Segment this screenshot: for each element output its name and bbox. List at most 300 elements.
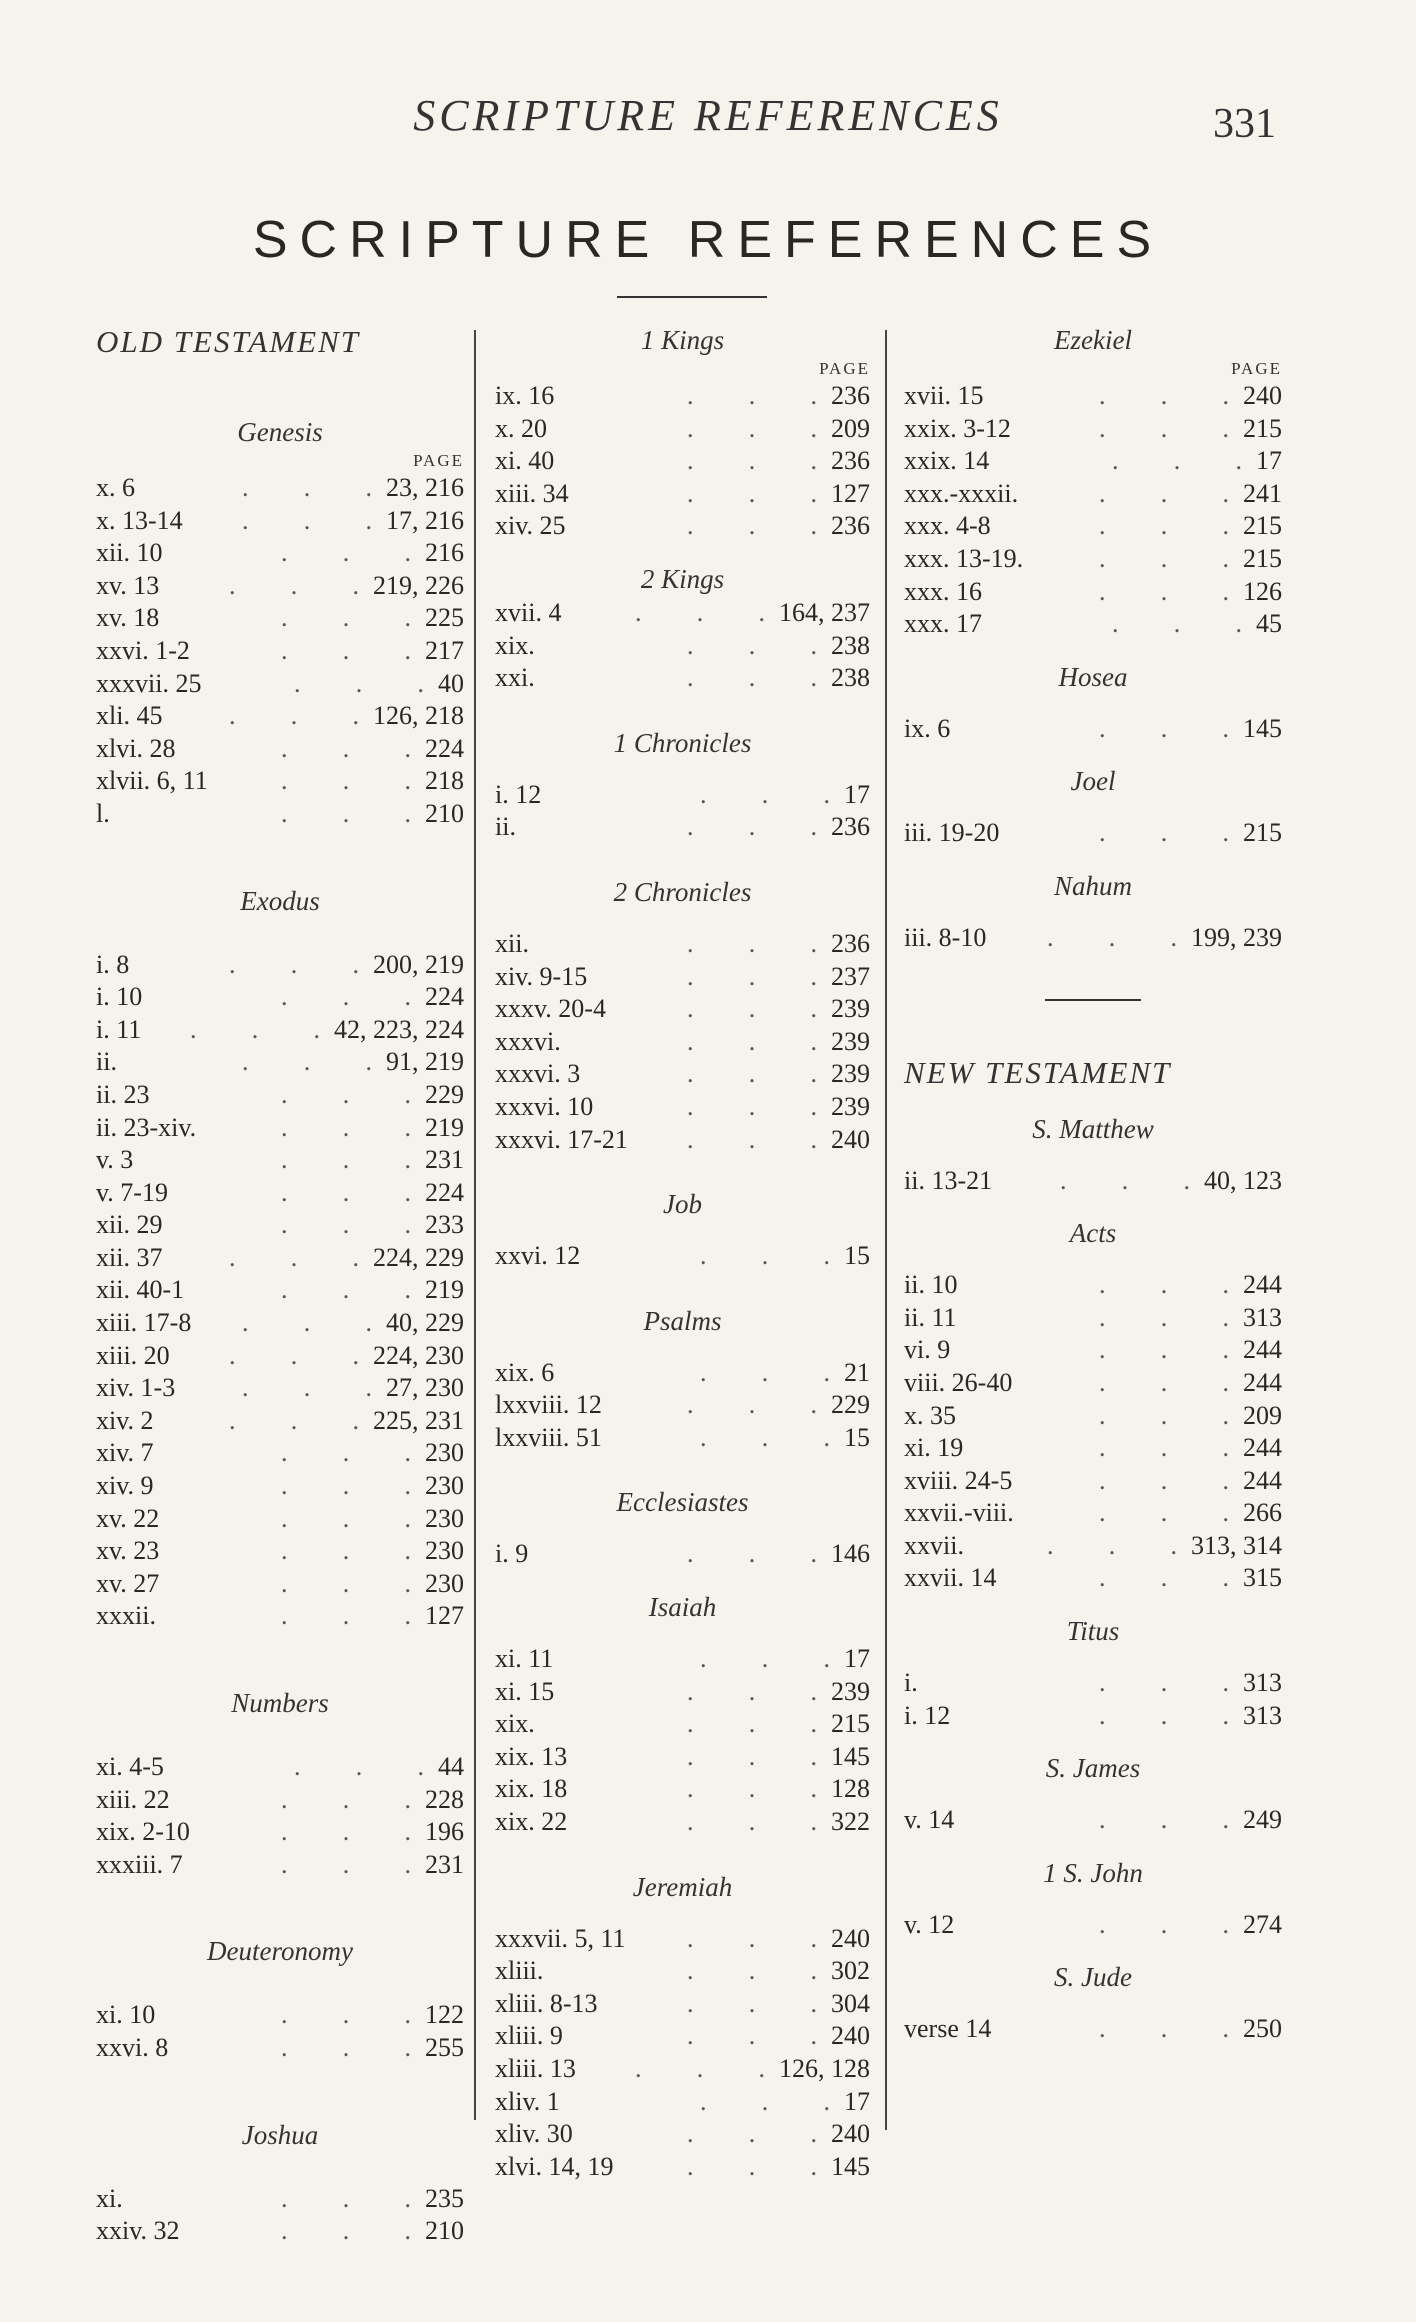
dot-leader: . . .: [281, 1536, 411, 1566]
spacer: [495, 1625, 870, 1643]
page-number: 331: [1213, 101, 1276, 147]
reference-entry: [96, 1470, 464, 1503]
reference-entry: [495, 662, 870, 695]
reference-entry: [96, 1503, 464, 1536]
verse-reference: ii. 10: [904, 1270, 958, 1300]
page-numbers: 145: [1243, 713, 1282, 743]
verse-reference: xliii. 8-13: [495, 1988, 598, 2018]
verse-reference: xix. 13: [495, 1741, 568, 1771]
spacer: [495, 1520, 870, 1538]
verse-reference: xi. 11: [495, 1644, 554, 1674]
reference-entry: [904, 1465, 1282, 1498]
book-heading: Nahum: [1053, 870, 1132, 901]
reference-entry: [495, 993, 870, 1026]
verse-reference: xv. 22: [96, 1503, 160, 1533]
dot-leader: . . .: [1047, 922, 1177, 952]
reference-entry: [904, 1667, 1282, 1700]
verse-reference: xvii. 4: [495, 597, 562, 627]
verse-reference: xiii. 34: [495, 478, 569, 508]
reference-entry: [904, 576, 1282, 609]
reference-entry: [96, 1999, 464, 2032]
dot-leader: . . .: [242, 1373, 372, 1403]
verse-reference: xxxiii. 7: [96, 1849, 183, 1879]
dot-leader: . . .: [687, 928, 817, 958]
spacer: [96, 1633, 464, 1685]
dot-leader: . . .: [281, 1275, 411, 1305]
dot-leader: . . .: [1099, 543, 1229, 573]
page-numbers: 236: [831, 928, 870, 958]
page-numbers: 215: [1243, 511, 1282, 541]
spacer: [495, 910, 870, 928]
reference-entry: [495, 2151, 870, 2184]
dot-leader: . . .: [1099, 1563, 1229, 1593]
page-numbers: 239: [831, 1676, 870, 1706]
reference-entry: [96, 2183, 464, 2216]
spacer: [904, 1732, 1282, 1750]
dot-leader: . . .: [229, 1242, 359, 1272]
page-numbers: 230: [425, 1568, 464, 1598]
dot-leader: . . .: [242, 1047, 372, 1077]
page-numbers: 128: [831, 1774, 870, 1804]
dot-leader: . . .: [1099, 1909, 1229, 1939]
reference-entry: [904, 1269, 1282, 1302]
dot-leader: . . .: [1099, 1367, 1229, 1397]
reference-entry: [96, 1751, 464, 1784]
page-numbers: 255: [425, 2032, 464, 2062]
dot-leader: . . .: [294, 1752, 424, 1781]
page-numbers: 219: [425, 1112, 464, 1142]
verse-reference: xxvi. 12: [495, 1241, 581, 1271]
verse-reference: xlvi. 14, 19: [495, 2151, 614, 2181]
page-numbers: 216: [425, 538, 464, 568]
dot-leader: . . .: [1099, 1302, 1229, 1332]
verse-reference: xv. 27: [96, 1568, 160, 1598]
dot-leader: . . .: [229, 949, 359, 979]
page-numbers: 250: [1243, 2014, 1282, 2044]
page-numbers: 274: [1243, 1909, 1282, 1939]
reference-entry: [904, 478, 1282, 511]
book-heading: 1 Kings: [640, 325, 725, 355]
page-numbers: 44: [438, 1752, 464, 1781]
verse-reference: x. 35: [904, 1400, 956, 1430]
page-numbers: 322: [831, 1807, 870, 1837]
spacer: [96, 2065, 464, 2117]
reference-entry: [495, 597, 870, 630]
reference-entry: [904, 1804, 1282, 1837]
page-numbers: 224: [425, 1177, 464, 1207]
book-heading: Hosea: [1058, 661, 1128, 692]
dot-leader: . . .: [1047, 1530, 1177, 1560]
page-numbers: 218: [425, 766, 464, 796]
reference-entry: [96, 1307, 464, 1340]
page-numbers: 127: [425, 1601, 464, 1631]
spacer: [96, 919, 464, 949]
reference-entry: [904, 1400, 1282, 1433]
dot-leader: . . .: [687, 630, 817, 660]
page-numbers: 45: [1256, 609, 1282, 639]
verse-reference: l.: [96, 798, 110, 828]
dot-leader: . . .: [281, 766, 411, 796]
reference-entry: [495, 2020, 870, 2053]
reference-entry: [96, 2215, 464, 2248]
page-numbers: 239: [831, 1026, 870, 1056]
dot-leader: . . .: [687, 994, 817, 1024]
verse-reference: xxxvi. 10: [495, 1091, 594, 1121]
reference-entry: [495, 1741, 870, 1774]
spacer: [495, 543, 870, 561]
book-heading: S. Matthew: [1032, 1113, 1154, 1144]
page-numbers: 244: [1243, 1335, 1282, 1365]
dot-leader: . . .: [281, 1145, 411, 1175]
dot-leader: . . .: [700, 2086, 830, 2116]
verse-reference: xxix. 14: [904, 446, 990, 476]
verse-reference: xxix. 3-12: [904, 413, 1011, 443]
verse-reference: xv. 23: [96, 1536, 160, 1566]
dot-leader: . . .: [281, 538, 411, 568]
reference-entry: [495, 1955, 870, 1988]
dot-leader: . . .: [242, 505, 372, 535]
dot-leader: . . .: [687, 1923, 817, 1953]
reference-entry: [495, 811, 870, 844]
dot-leader: . . .: [687, 1059, 817, 1089]
verse-reference: xii. 40-1: [96, 1275, 185, 1305]
reference-entry: [495, 413, 870, 446]
verse-reference: xliii. 13: [495, 2054, 576, 2083]
spacer: [904, 1837, 1282, 1855]
page-numbers: 40, 229: [386, 1308, 464, 1338]
dot-leader: . . .: [687, 413, 817, 443]
spacer: [495, 1454, 870, 1484]
dot-leader: . . .: [281, 1849, 411, 1879]
dot-leader: . . .: [687, 511, 817, 541]
page-numbers: 215: [1243, 543, 1282, 573]
spacer: [904, 1197, 1282, 1215]
spacer: [904, 1995, 1282, 2013]
page-numbers: 210: [425, 798, 464, 828]
testament-heading: OLD TESTAMENT: [96, 324, 360, 359]
reference-entry: [495, 1091, 870, 1124]
verse-reference: xxiv. 32: [96, 2216, 180, 2246]
dot-leader: . . .: [281, 635, 411, 665]
verse-reference: i.: [904, 1668, 918, 1698]
dot-leader: . . .: [281, 1568, 411, 1598]
spacer: [96, 362, 464, 414]
dot-leader: . . .: [229, 570, 359, 600]
dot-leader: . . .: [687, 1807, 817, 1837]
dot-leader: . . .: [281, 1601, 411, 1631]
verse-reference: xix. 18: [495, 1774, 568, 1804]
spacer: [904, 1001, 1282, 1053]
spacer: [904, 1251, 1282, 1269]
page-numbers: 215: [831, 1709, 870, 1739]
reference-entry: [495, 1422, 870, 1455]
reference-entry: [495, 1806, 870, 1839]
verse-reference: xi. 4-5: [96, 1752, 164, 1781]
dot-leader: . . .: [1099, 413, 1229, 443]
page-numbers: 21: [844, 1357, 870, 1387]
page-numbers: 229: [425, 1079, 464, 1109]
verse-reference: ii.: [96, 1047, 117, 1077]
page-numbers: 164, 237: [779, 597, 870, 627]
page-numbers: 244: [1243, 1367, 1282, 1397]
column-old-testament-1: [96, 322, 464, 2248]
reference-entry: [96, 1242, 464, 1275]
dot-leader: . . .: [635, 597, 765, 627]
reference-entry: [904, 1367, 1282, 1400]
reference-entry: [96, 733, 464, 766]
column-separator-left: [474, 330, 476, 2120]
verse-reference: xxx. 4-8: [904, 511, 991, 541]
page-numbers: 122: [425, 2000, 464, 2030]
page-numbers: 231: [425, 1849, 464, 1879]
page-numbers: 313: [1243, 1302, 1282, 1332]
reference-entry: [96, 472, 464, 505]
reference-entry: [96, 1784, 464, 1817]
page-numbers: 196: [425, 1817, 464, 1847]
verse-reference: xix. 22: [495, 1807, 568, 1837]
verse-reference: xxvi. 8: [96, 2032, 169, 2062]
dot-leader: . . .: [687, 812, 817, 842]
reference-entry: [495, 779, 870, 812]
dot-leader: . . .: [1099, 1805, 1229, 1835]
page-numbers: 40, 123: [1204, 1165, 1282, 1195]
page-numbers: 17: [844, 1644, 870, 1674]
dot-leader: . . .: [294, 668, 424, 698]
dot-leader: . . .: [281, 982, 411, 1012]
page-numbers: 238: [831, 663, 870, 693]
page-numbers: 236: [831, 381, 870, 410]
reference-entry: [96, 635, 464, 668]
verse-reference: xxvii.-viii.: [904, 1498, 1014, 1528]
page-numbers: 27, 230: [386, 1373, 464, 1403]
reference-entry: [495, 961, 870, 994]
dot-leader: . . .: [190, 1014, 320, 1044]
reference-entry: [904, 1562, 1282, 1595]
verse-reference: xix. 6: [495, 1357, 555, 1387]
reference-entry: [96, 1600, 464, 1633]
reference-entry: [96, 1568, 464, 1601]
book-heading: Isaiah: [648, 1592, 717, 1623]
verse-reference: xxx.-xxxii.: [904, 478, 1019, 508]
reference-entry: [904, 543, 1282, 576]
book-heading: Joshua: [241, 2119, 319, 2150]
reference-entry: [96, 1144, 464, 1177]
reference-entry: [96, 505, 464, 538]
verse-reference: xli. 45: [96, 701, 163, 731]
reference-entry: [495, 1389, 870, 1422]
reference-entry: [96, 1816, 464, 1849]
spacer: [96, 831, 464, 883]
reference-entry: [495, 1240, 870, 1273]
dot-leader: . . .: [281, 1079, 411, 1109]
dot-leader: . . .: [1060, 1165, 1190, 1195]
testament-heading: NEW TESTAMENT: [904, 1054, 1172, 1090]
book-heading: S. Jude: [1054, 1962, 1132, 1993]
reference-entry: [96, 668, 464, 701]
reference-entry: [495, 1124, 870, 1157]
dot-leader: . . .: [1099, 576, 1229, 606]
verse-reference: xiv. 2: [96, 1405, 154, 1435]
reference-entry: [904, 817, 1282, 850]
reference-entry: [96, 1274, 464, 1307]
verse-reference: ii.: [495, 812, 516, 842]
verse-reference: xxx. 16: [904, 576, 982, 606]
page-numbers: 91, 219: [386, 1047, 464, 1077]
page-numbers: 236: [831, 812, 870, 842]
verse-reference: xxxii.: [96, 1601, 156, 1631]
dot-leader: . . .: [229, 701, 359, 731]
dot-leader: . . .: [281, 1112, 411, 1142]
verse-reference: ii. 13-21: [904, 1165, 993, 1195]
page-numbers: 217: [425, 635, 464, 665]
page-numbers: 224: [425, 733, 464, 763]
reference-entry: [495, 1538, 870, 1571]
verse-reference: xviii. 24-5: [904, 1465, 1013, 1495]
verse-reference: i. 8: [96, 949, 130, 979]
verse-reference: xiv. 7: [96, 1438, 154, 1468]
verse-reference: xii.: [495, 928, 529, 958]
page-numbers: 237: [831, 961, 870, 991]
page-numbers: 209: [1243, 1400, 1282, 1430]
dot-leader: . . .: [687, 381, 817, 410]
dot-leader: . . .: [635, 2054, 765, 2083]
reference-entry: [904, 413, 1282, 446]
page-numbers: 304: [831, 1988, 870, 2018]
verse-reference: xiv. 25: [495, 511, 566, 541]
verse-reference: xxvii. 14: [904, 1563, 997, 1593]
page-numbers: 225, 231: [373, 1405, 464, 1435]
verse-reference: v. 14: [904, 1805, 955, 1835]
reference-entry: [96, 1372, 464, 1405]
verse-reference: xi. 40: [495, 446, 555, 476]
reference-entry: [495, 380, 870, 413]
book-heading: Genesis: [237, 417, 323, 447]
dot-leader: . . .: [281, 1817, 411, 1847]
main-title: SCRIPTURE REFERENCES: [252, 211, 1164, 269]
dot-leader: . . .: [687, 663, 817, 693]
verse-reference: xxi.: [495, 663, 535, 693]
reference-entry: [96, 981, 464, 1014]
verse-reference: iii. 8-10: [904, 922, 987, 952]
reference-entry: [495, 445, 870, 478]
reference-entry: [96, 1535, 464, 1568]
verse-reference: lxxviii. 12: [495, 1390, 602, 1420]
dot-leader: . . .: [1099, 713, 1229, 743]
verse-reference: xiii. 20: [96, 1340, 170, 1370]
page-numbers: 229: [831, 1390, 870, 1420]
reference-entry: [495, 2086, 870, 2119]
dot-leader: . . .: [687, 1124, 817, 1154]
page-column-label: PAGE: [1231, 359, 1282, 378]
page-numbers: 241: [1243, 478, 1282, 508]
running-title: SCRIPTURE REFERENCES: [413, 91, 1003, 140]
verse-reference: xxx. 13-19.: [904, 543, 1024, 573]
column-prophets-new-testament: [904, 322, 1282, 2046]
verse-reference: viii. 26-40: [904, 1367, 1013, 1397]
spacer: [904, 695, 1282, 713]
spacer: [904, 799, 1282, 817]
spacer: [96, 1969, 464, 1999]
verse-reference: xiv. 9: [96, 1471, 154, 1501]
reference-entry: [904, 380, 1282, 413]
dot-leader: . . .: [281, 603, 411, 633]
page-numbers: 126, 128: [779, 2054, 870, 2083]
dot-leader: . . .: [700, 1644, 830, 1674]
spacer: [904, 1147, 1282, 1165]
book-heading: S. James: [1045, 1753, 1141, 1784]
verse-reference: xii. 37: [96, 1242, 163, 1272]
spacer: [904, 1941, 1282, 1959]
page-numbers: 266: [1243, 1498, 1282, 1528]
column-old-testament-2: [495, 322, 870, 2183]
verse-reference: xxxvii. 5, 11: [495, 1923, 626, 1953]
page-numbers: 302: [831, 1956, 870, 1986]
dot-leader: . . .: [1099, 478, 1229, 508]
dot-leader: . . .: [281, 2032, 411, 2062]
dot-leader: . . .: [281, 1503, 411, 1533]
verse-reference: ii. 11: [904, 1302, 957, 1332]
page-numbers: 15: [844, 1422, 870, 1452]
spacer: [904, 1891, 1282, 1909]
reference-entry: [96, 1177, 464, 1210]
dot-leader: . . .: [687, 2021, 817, 2051]
verse-reference: v. 3: [96, 1145, 134, 1175]
dot-leader: . . .: [242, 473, 372, 502]
book-heading: 1 S. John: [1043, 1857, 1143, 1888]
verse-reference: v. 7-19: [96, 1177, 168, 1207]
verse-reference: ii. 23: [96, 1079, 150, 1109]
reference-entry: [495, 1923, 870, 1956]
reference-entry: [495, 510, 870, 543]
verse-reference: xv. 13: [96, 570, 160, 600]
reference-entry: [495, 1773, 870, 1806]
page-numbers: 215: [1243, 818, 1282, 848]
page-numbers: 145: [831, 2151, 870, 2181]
spacer: [495, 695, 870, 725]
page-numbers: 23, 216: [386, 473, 464, 502]
verse-reference: x. 13-14: [96, 505, 183, 535]
verse-reference: lxxviii. 51: [495, 1422, 602, 1452]
verse-reference: xliv. 30: [495, 2119, 573, 2149]
verse-reference: xliii.: [495, 1956, 544, 1986]
reference-entry: [904, 1530, 1282, 1563]
dot-leader: . . .: [700, 1422, 830, 1452]
reference-entry: [96, 2032, 464, 2065]
spacer: [904, 1649, 1282, 1667]
spacer: [495, 761, 870, 779]
page-numbers: 224: [425, 982, 464, 1012]
dot-leader: . . .: [1099, 1335, 1229, 1365]
dot-leader: . . .: [1099, 381, 1229, 410]
book-heading: 1 Chronicles: [613, 727, 752, 758]
spacer: [904, 1595, 1282, 1613]
reference-entry: [904, 1302, 1282, 1335]
book-heading: Numbers: [231, 1688, 329, 1718]
verse-reference: xxvii.: [904, 1530, 964, 1560]
page-numbers: 233: [425, 1210, 464, 1240]
verse-reference: xxx. 17: [904, 609, 982, 639]
spacer: [904, 1093, 1282, 1111]
page-numbers: 313: [1243, 1668, 1282, 1698]
dot-leader: . . .: [281, 1177, 411, 1207]
reference-entry: [96, 765, 464, 798]
verse-reference: xiii. 17-8: [96, 1308, 192, 1338]
reference-entry: [904, 1909, 1282, 1942]
verse-reference: xii. 10: [96, 538, 163, 568]
dot-leader: . . .: [229, 1405, 359, 1435]
book-heading: Psalms: [643, 1305, 722, 1336]
page-numbers: 15: [844, 1241, 870, 1271]
